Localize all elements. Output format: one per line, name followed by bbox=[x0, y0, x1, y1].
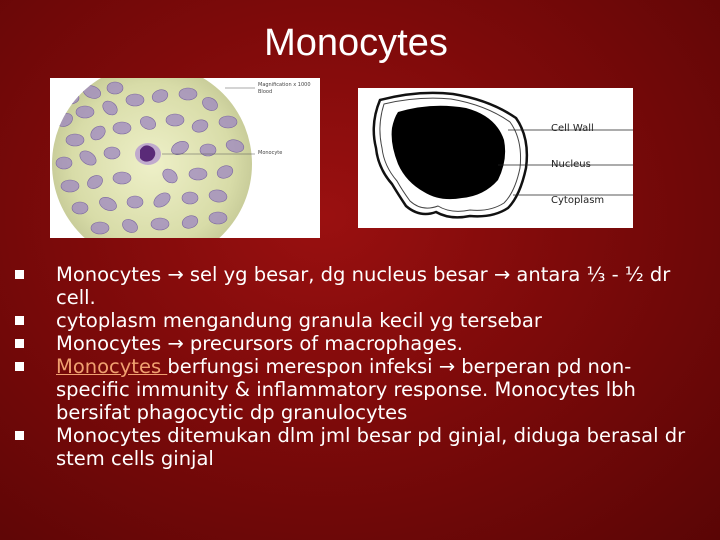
arrow-right-icon: → bbox=[167, 263, 184, 286]
list-item bbox=[56, 355, 686, 424]
bullet-square-icon bbox=[15, 431, 24, 440]
nucleus-label: Nucleus bbox=[551, 159, 591, 170]
bullet-text: Monocytes ditemukan dlm jml besar pd ginjal, diduga berasal dr stem cells ginjal bbox=[56, 424, 686, 470]
list-item bbox=[56, 309, 686, 332]
bullet-list bbox=[56, 263, 686, 470]
monocyte-label: Monocyte bbox=[258, 150, 283, 156]
bullet-text: berperan pd non-specific immunity & inflammatory response. Monocytes lbh bersifat phagocytic dp granulocytes bbox=[56, 355, 636, 424]
bullet-text: sel yg besar, dg nucleus besar bbox=[183, 263, 494, 286]
monocytes-link[interactable]: Monocytes bbox=[56, 355, 168, 378]
cell-wall-label: Cell Wall bbox=[551, 123, 594, 134]
bullet-square-icon bbox=[15, 339, 24, 348]
blood-smear-illustration bbox=[50, 78, 320, 238]
bullet-text: Monocytes bbox=[56, 263, 168, 286]
bullet-text: Monocytes bbox=[56, 332, 168, 355]
arrow-right-icon: → bbox=[167, 332, 184, 355]
bullet-text: berfungsi merespon infeksi bbox=[167, 355, 439, 378]
bullet-square-icon bbox=[15, 270, 24, 279]
blood-smear-image bbox=[50, 78, 320, 238]
arrow-right-icon: → bbox=[493, 263, 511, 286]
bullet-text: cytoplasm mengandung granula kecil yg tersebar bbox=[56, 309, 542, 332]
bullet-text: antara ⅓ - ½ dr cell. bbox=[56, 263, 671, 309]
magnification-label: Magnification x 1000 bbox=[258, 82, 311, 88]
bullet-text: precursors of macrophages. bbox=[183, 332, 463, 355]
list-item bbox=[56, 332, 686, 355]
page-title: Monocytes bbox=[264, 22, 448, 64]
monocyte-diagram bbox=[358, 88, 633, 228]
list-item bbox=[56, 424, 686, 470]
bullet-square-icon bbox=[15, 362, 24, 371]
monocyte-diagram-illustration bbox=[358, 88, 633, 228]
cytoplasm-label: Cytoplasm bbox=[551, 195, 605, 206]
list-item bbox=[56, 263, 686, 309]
arrow-right-icon: → bbox=[438, 355, 456, 378]
monocyte-cell bbox=[135, 143, 161, 165]
sample-label: Blood bbox=[258, 89, 273, 95]
bullet-square-icon bbox=[15, 316, 24, 325]
